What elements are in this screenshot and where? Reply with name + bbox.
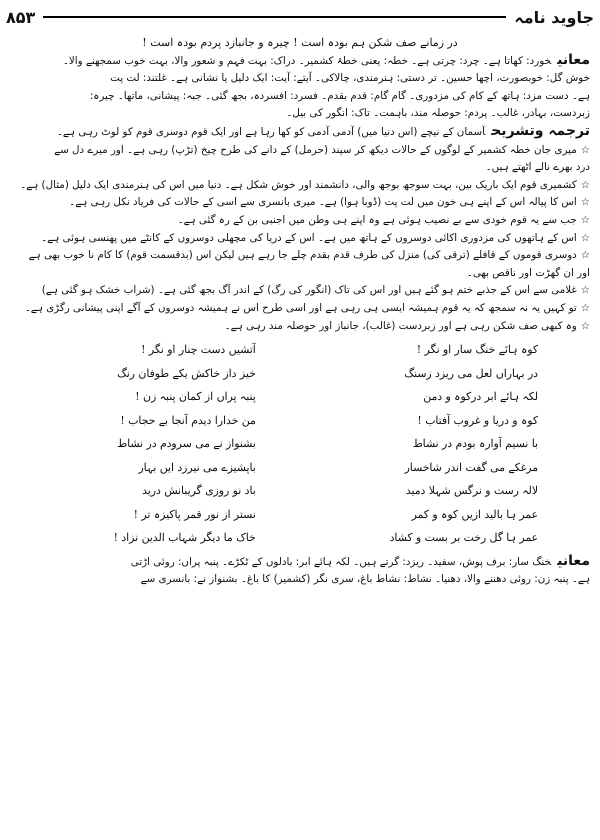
tarjuma-line	[10, 212, 590, 230]
hemistich: نستر از نور قمر پاکیزہ تر !	[133, 507, 256, 521]
tarjuma-line	[10, 230, 590, 248]
couplet	[10, 338, 590, 362]
maani-line	[10, 52, 590, 71]
star-icon: ☆	[580, 301, 590, 314]
tarjuma-line: اور ان گھڑت اور ناقص بھی۔	[466, 266, 590, 279]
maani-text: خورد: کھاتا ہے۔ چرد: چرتی ہے۔ خطہ: یعنی خطۂ کشمیر۔ دراک: بہت فہم و شعور والا، بہت خوب سمجھنے والا۔	[62, 54, 552, 67]
couplet	[10, 385, 590, 409]
star-icon: ☆	[580, 231, 590, 244]
couplet	[10, 456, 590, 480]
couplet	[10, 526, 590, 550]
hemistich: مرغکے می گفت اندر شاخسار	[404, 460, 538, 474]
tarjuma-text: تو کہیں یہ نہ سمجھ کہ یہ قوم ہمیشہ ایسی ہی رہی ہے اور اسی طرح اس نے ہمیشہ دوسروں کے آگے اپنی پیشانی رگڑی ہے۔	[24, 301, 577, 314]
tarjuma-text: آسمان کے نیچے (اس دنیا میں) آدمی آدمی کو کھا رہا ہے اور ایک قوم دوسری قوم کو لوٹ رہی ہے۔	[56, 125, 486, 138]
star-icon: ☆	[580, 196, 590, 209]
couplet	[10, 409, 590, 433]
hemistich: عمر ہا بالید ازیں کوہ و کمر	[411, 507, 538, 521]
hemistich: بشنواز نے می سرودم در نشاط	[117, 437, 256, 451]
couplet	[10, 432, 590, 456]
hemistich: خیز داز خاکش یکے طوفان رنگ	[117, 366, 256, 380]
couplet	[10, 479, 590, 503]
hemistich: کوہ ہائے خنگ سار او نگر !	[416, 343, 538, 357]
tarjuma-text: کشمیری قوم ایک باریک بین، بہت سوجھ بوجھ والی، دانشمند اور خوش شکل ہے۔ دنیا میں اس کی ہنرمندی ایک دلیل (مثال) ہے۔	[20, 178, 577, 191]
tarjuma-line	[10, 300, 590, 318]
maani-line: خوش گل: خوبصورت، اچھا حسین۔ تر دستی: ہنرمندی، چالاکی۔ آیتے: آیت: ایک دلیل یا نشانی ہے۔ غلتند: لت پت	[110, 72, 590, 85]
maani-heading: معانی	[557, 51, 590, 68]
maani2-line	[10, 553, 590, 572]
tarjuma-line	[10, 177, 590, 195]
maani2-heading: معانی	[557, 552, 590, 569]
hemistich: کوہ و دریا و غروب آفتاب !	[417, 413, 538, 427]
star-icon: ☆	[580, 249, 590, 262]
poem	[10, 338, 590, 550]
hemistich: من خدارا دیدم آنجا بے حجاب !	[120, 413, 256, 427]
tarjuma-line	[10, 194, 590, 212]
tarjuma-text: دوسری قوموں کے قافلے (ترقی کی) منزل کی طرف قدم بقدم چلے جا رہے ہیں لیکن اس (بدقسمت قوم) کا کام نا خوب بھی ہے	[28, 249, 577, 262]
tarjuma-line	[10, 318, 590, 336]
star-icon: ☆	[580, 178, 590, 191]
tarjuma-text: وہ کبھی صف شکن رہی ہے اور زبردست (غالب)، جانباز اور حوصلہ مند رہی ہے۔	[224, 319, 577, 332]
page-number: ۸۵۳	[6, 7, 36, 27]
maani-line: زبردست، بہادر، غالب۔ پردم: حوصلہ مند، باہمت۔ تاک: انگور کی بیل۔	[286, 107, 590, 120]
couplet	[10, 362, 590, 386]
couplet	[10, 503, 590, 527]
star-icon: ☆	[580, 284, 590, 297]
star-icon: ☆	[580, 143, 590, 156]
tarjuma-line: درد بھرے نالے اٹھتے ہیں۔	[485, 161, 590, 174]
hemistich: لکہ ہائے ابر درکوہ و دمن	[423, 390, 538, 404]
page-body	[10, 34, 590, 834]
tarjuma-line	[10, 282, 590, 300]
maani2-text: خنگ سار: برف پوش، سفید۔ ریزد: گرتے ہیں۔ لکہ ہائے ابر: بادلوں کے ٹکڑے۔ پنبہ پراں: روئی اڑتی	[130, 555, 552, 568]
hemistich: باد نو روزی گریبانش درید	[142, 484, 256, 498]
tarjuma-text: اس کے ہاتھوں کی مزدوری اکائی دوسروں کے ہاتھ میں ہے۔ اس کے دریا کی مچھلی دوسروں کے کانٹے میں پھنسی ہوئی ہے۔	[41, 231, 577, 244]
hemistich: آتشیں دست چنار او نگر !	[141, 343, 256, 357]
tarjuma-line	[10, 123, 590, 142]
maani-line: ہے۔ دست مزد: ہاتھ کے کام کی مزدوری۔ گام گام: قدم بقدم۔ فسرد: افسردہ، بجھ گئی۔ جبہ: پیشانی، ماتھا۔ چیرہ:	[89, 89, 590, 102]
tarjuma-text: جب سے یہ قوم خودی سے بے نصیب ہوئی ہے وہ اپنے ہی وطن میں اجنبی بن کے رہ گئی ہے۔	[177, 213, 577, 226]
star-icon: ☆	[580, 213, 590, 226]
maani2-line: ہے۔ پنبہ زن: روئی دھننے والا، دھنیا۔ نشاط: نشاط باغ، سری نگر (کشمیر) کا باغ۔ بشنواز نے: بانسری سے	[140, 573, 590, 586]
tarjuma-text: غلامی سے اس کے جذبے ختم ہو گئے ہیں اور اس کی تاک (انگور کی رگ) کے اندر آگ بجھ گئی ہے۔ (شراب خشک ہو گئی ہے)	[41, 284, 577, 297]
header-rule	[43, 16, 506, 18]
page-header	[6, 4, 594, 30]
tarjuma-heading: ترجمہ وتشریح	[491, 122, 590, 139]
hemistich: پنبہ پراں از کمان پنبہ زن !	[135, 390, 256, 404]
book-title: جاوید نامہ	[514, 7, 594, 27]
tarjuma-text: اس کا پیالہ اس کے اپنے ہی خون میں لت پت (ڈوبا ہوا) ہے۔ میری بانسری سے اسی کے حالات کی فریاد نکل رہی ہے۔	[69, 196, 577, 209]
tarjuma-line	[10, 247, 590, 265]
opening-verse: در زمانے صف شکن ہم بودہ است ! چیرہ و جانبازد پردم بودہ است !	[142, 36, 458, 49]
tarjuma-text: میری جان خطہ کشمیر کے لوگوں کے حالات دیکھ کر سپند (حرمل) کے دانے کی طرح چیخ (تڑپ) رہی ہے۔ اور میرے دل سے	[54, 143, 577, 156]
hemistich: خاک ما دیگر شہاب الدین نزاد !	[113, 531, 256, 545]
hemistich: باپشیزے می نیرزد ایں بہار	[138, 460, 256, 474]
star-icon: ☆	[580, 319, 590, 332]
tarjuma-line	[10, 142, 590, 160]
hemistich: در بہاراں لعل می ریزد زسنگ	[404, 366, 538, 380]
hemistich: با نسیم آوارہ بودم در نشاط	[412, 437, 538, 451]
hemistich: لالہ رست و نرگس شہلا دمید	[405, 484, 538, 498]
hemistich: عمر ہا گل رخت بر بست و کشاد	[389, 531, 538, 545]
